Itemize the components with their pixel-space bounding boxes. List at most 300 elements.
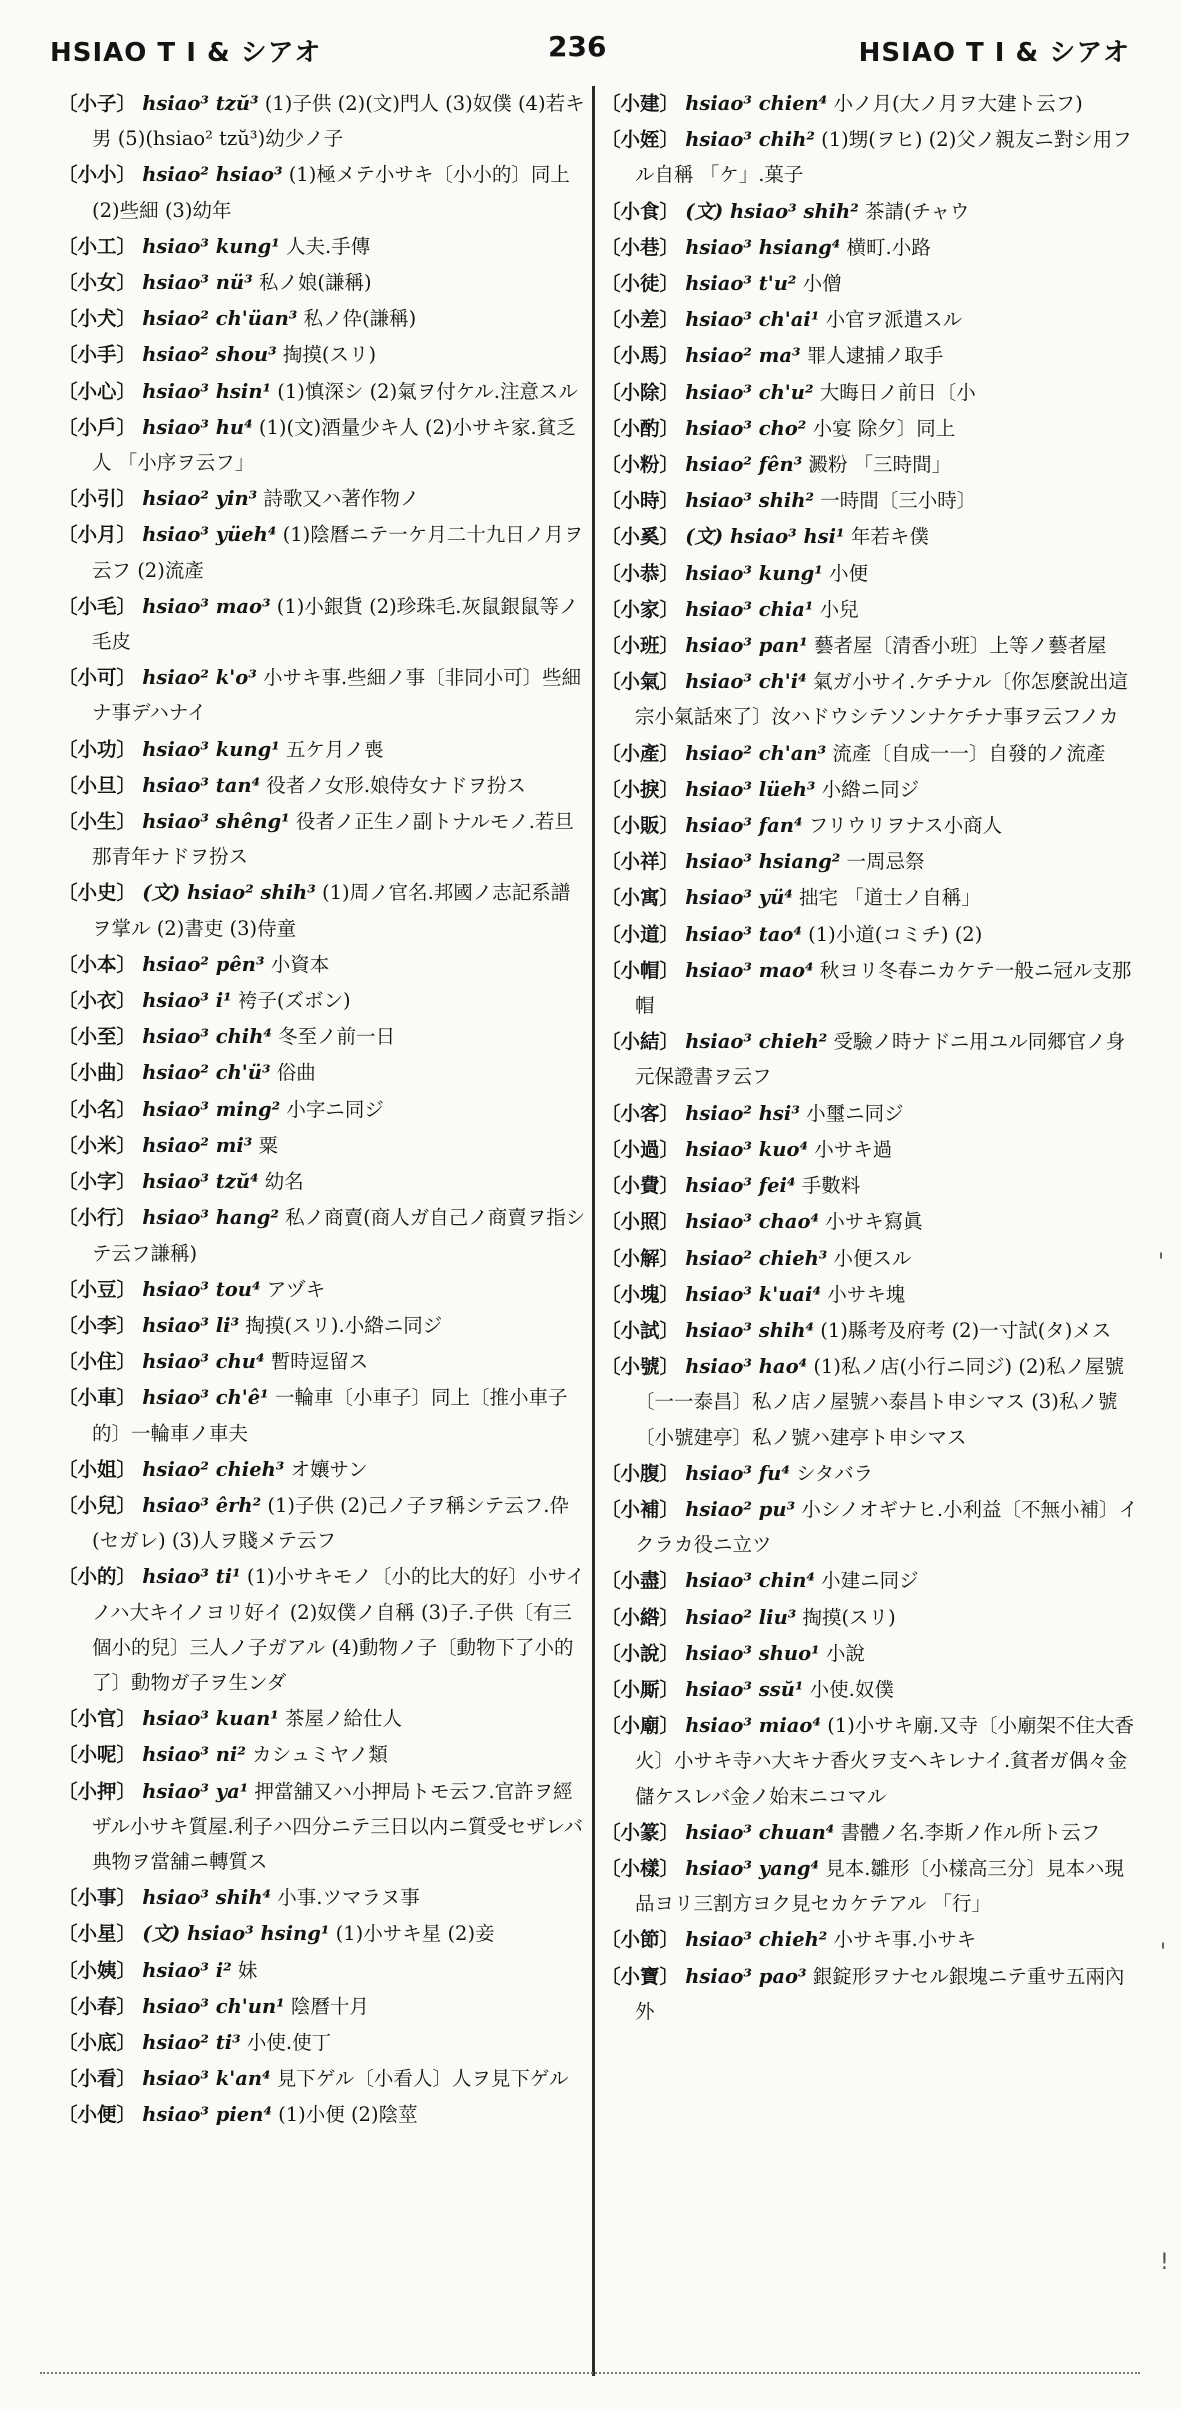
headword: 〔小犬〕 xyxy=(58,307,137,331)
dictionary-entry xyxy=(58,732,588,767)
definition: (1)慎深シ (2)氣ヲ付ケル.注意スル xyxy=(277,379,578,403)
romanization: hsiao³ chao⁴ xyxy=(685,1210,819,1234)
headword: 〔小月〕 xyxy=(58,523,137,547)
dictionary-entry xyxy=(601,1168,1141,1203)
romanization: (文) hsiao³ shih² xyxy=(685,199,859,223)
definition: 五ケ月ノ喪 xyxy=(286,737,384,761)
romanization: hsiao² chieh³ xyxy=(685,1246,828,1270)
dictionary-entry xyxy=(58,1916,588,1951)
dictionary-entry xyxy=(601,844,1141,879)
romanization: hsiao³ miao⁴ xyxy=(685,1714,821,1738)
dictionary-entry xyxy=(601,592,1141,627)
romanization: hsiao³ pao³ xyxy=(685,1964,807,1988)
headword: 〔小戶〕 xyxy=(58,415,137,439)
headword: 〔小姐〕 xyxy=(58,1457,137,1481)
headword: 〔小小〕 xyxy=(58,163,137,187)
right-column xyxy=(592,86,1141,2376)
definition: (1)縣考及府考 (2)一寸試(タ)メス xyxy=(820,1318,1112,1342)
headword: 〔小捩〕 xyxy=(601,777,680,801)
romanization: hsiao³ shêng¹ xyxy=(142,810,290,834)
romanization: hsiao² ch'üan³ xyxy=(142,307,298,331)
headword: 〔小心〕 xyxy=(58,379,137,403)
romanization: hsiao³ chia¹ xyxy=(685,597,814,621)
definition: 小サキ塊 xyxy=(827,1282,906,1306)
definition: 流產〔自成一一〕自發的ノ流產 xyxy=(832,741,1106,765)
definition: (1)極メテ小サキ〔小小的〕同上 (2)些細 (3)幼年 xyxy=(92,163,570,222)
definition: 罪人逮捕ノ取手 xyxy=(806,344,944,368)
headword: 〔小住〕 xyxy=(58,1350,137,1374)
headword: 〔小盡〕 xyxy=(601,1569,680,1593)
headword: 〔小的〕 xyxy=(58,1565,137,1589)
romanization: hsiao³ ch'ê¹ xyxy=(142,1386,269,1410)
dictionary-entry xyxy=(601,808,1141,843)
definition: 私ノ伜(謙稱) xyxy=(303,307,417,331)
romanization: hsiao³ chien⁴ xyxy=(685,92,828,115)
romanization: hsiao³ ch'i⁴ xyxy=(685,670,807,694)
dictionary-entry xyxy=(601,1024,1141,1094)
romanization: hsiao³ chieh² xyxy=(685,1030,828,1054)
dictionary-entry xyxy=(601,1456,1141,1491)
dictionary-entry xyxy=(601,1636,1141,1671)
dictionary-entry xyxy=(58,1737,588,1772)
definition: 小事.ツマラヌ事 xyxy=(277,1886,420,1910)
romanization: hsiao³ shih⁴ xyxy=(685,1318,815,1342)
definition: 小ノ月(大ノ月ヲ大建ト云フ) xyxy=(833,92,1083,115)
headword: 〔小可〕 xyxy=(58,666,137,690)
romanization: hsiao² shou³ xyxy=(142,343,277,367)
definition: 暫時逗留ス xyxy=(270,1350,369,1374)
romanization: hsiao² hsi³ xyxy=(685,1101,800,1125)
definition: (1)子供 (2)己ノ子ヲ稱シテ云フ.伜(セガレ) (3)人ヲ賤メテ云フ xyxy=(92,1493,570,1553)
headword: 〔小行〕 xyxy=(58,1206,137,1230)
dictionary-entry xyxy=(58,2025,588,2060)
headword: 〔小恭〕 xyxy=(601,561,680,585)
definition: 書體ノ名.李斯ノ作ル所ト云フ xyxy=(840,1820,1101,1844)
romanization: hsiao³ ch'un¹ xyxy=(142,1994,285,2018)
headword: 〔小看〕 xyxy=(58,2067,137,2091)
dictionary-entry xyxy=(58,1055,588,1090)
definition: (1)私ノ店(小行ニ同ジ) (2)私ノ屋號〔一一泰昌〕私ノ店ノ屋號ハ泰昌ト申シマス (3)私ノ號〔小號建亭〕私ノ號ハ建亭ト申シマス xyxy=(635,1355,1124,1449)
romanization: hsiao³ lüeh³ xyxy=(685,777,816,801)
dictionary-entry xyxy=(601,411,1141,446)
definition: 小サキ寫眞 xyxy=(825,1210,923,1234)
dictionary-entry xyxy=(58,410,588,480)
definition: 一周忌祭 xyxy=(846,850,925,874)
definition: 俗曲 xyxy=(276,1061,316,1085)
page-header xyxy=(40,24,1140,78)
romanization: hsiao³ shih⁴ xyxy=(142,1886,272,1910)
running-head-left: HSIAO T I & シアオ xyxy=(50,38,322,68)
romanization: hsiao³ chin⁴ xyxy=(685,1569,815,1593)
romanization: hsiao³ ch'ai¹ xyxy=(685,308,820,332)
dictionary-entry xyxy=(601,447,1141,482)
romanization: hsiao³ tou⁴ xyxy=(142,1277,261,1301)
definition: フリウリヲナス小商人 xyxy=(808,814,1003,838)
headword: 〔小功〕 xyxy=(58,737,137,761)
dictionary-entry xyxy=(58,1452,588,1487)
dictionary-entry xyxy=(58,1380,588,1450)
romanization: hsiao³ chieh² xyxy=(685,1928,828,1952)
dictionary-entry xyxy=(58,1953,588,1988)
dictionary-entry xyxy=(601,953,1141,1023)
definition: 拙宅 「道士ノ自稱」 xyxy=(799,886,981,910)
definition: 澱粉 「三時間」 xyxy=(808,453,952,477)
headword: 〔小過〕 xyxy=(601,1137,680,1161)
headword: 〔小奚〕 xyxy=(601,525,680,549)
definition: 一輪車〔小車子〕同上〔推小車子的〕一輪車ノ車夫 xyxy=(92,1386,568,1445)
dictionary-entry xyxy=(601,1708,1141,1814)
definition: 手數料 xyxy=(801,1174,861,1198)
dictionary-entry xyxy=(601,1851,1141,1921)
romanization: hsiao³ chuan⁴ xyxy=(685,1820,835,1844)
romanization: hsiao² fên³ xyxy=(685,453,803,477)
headword: 〔小便〕 xyxy=(58,2103,137,2127)
romanization: hsiao³ pien⁴ xyxy=(142,2103,272,2127)
headword: 〔小時〕 xyxy=(601,489,680,513)
left-column xyxy=(58,86,588,2376)
romanization: hsiao³ yüeh⁴ xyxy=(142,523,277,547)
definition: (1)子供 (2)(文)門人 (3)奴僕 (4)若キ男 (5)(hsiao² tzŭ³)幼少ノ子 xyxy=(92,92,585,151)
definition: 見下ゲル〔小看人〕人ヲ見下ゲル xyxy=(276,2067,569,2091)
dictionary-entry xyxy=(601,519,1141,554)
headword: 〔小事〕 xyxy=(58,1886,137,1910)
romanization: hsiao² pu³ xyxy=(685,1497,796,1521)
headword: 〔小星〕 xyxy=(58,1922,137,1946)
definition: 幼名 xyxy=(264,1170,304,1194)
definition: 役者ノ女形.娘侍女ナドヲ扮ス xyxy=(266,773,527,797)
headword: 〔小呢〕 xyxy=(58,1743,137,1767)
definition: 詩歌又ハ著作物ノ xyxy=(263,487,420,511)
romanization: hsiao³ chih⁴ xyxy=(142,1025,272,1049)
headword: 〔小名〕 xyxy=(58,1097,137,1121)
romanization: hsiao³ mao⁴ xyxy=(685,958,814,982)
romanization: hsiao² hsiao³ xyxy=(142,163,283,187)
definition: (1)(文)酒量少キ人 (2)小サキ家.貧乏人 「小序ヲ云フ」 xyxy=(92,415,576,475)
headword: 〔小號〕 xyxy=(601,1355,680,1379)
definition: 妹 xyxy=(237,1958,258,1982)
definition: (1)周ノ官名.邦國ノ志記系譜ヲ掌ル (2)書吏 (3)侍童 xyxy=(92,881,571,940)
definition: 大晦日ノ前日〔小 xyxy=(819,380,976,404)
romanization: hsiao³ hu⁴ xyxy=(142,415,253,439)
definition: 年若キ僕 xyxy=(850,525,929,549)
headword: 〔小道〕 xyxy=(601,922,680,946)
dictionary-entry xyxy=(601,194,1141,229)
romanization: hsiao³ yang⁴ xyxy=(685,1856,820,1880)
headword: 〔小家〕 xyxy=(601,597,680,621)
dictionary-entry xyxy=(58,589,588,659)
headword: 〔小結〕 xyxy=(601,1030,680,1054)
headword: 〔小寓〕 xyxy=(601,886,680,910)
dictionary-entry xyxy=(58,229,588,264)
definition: 冬至ノ前一日 xyxy=(278,1025,396,1049)
romanization: hsiao³ kung¹ xyxy=(142,234,280,258)
definition: 小綹ニ同ジ xyxy=(821,777,920,801)
headword: 〔小子〕 xyxy=(58,92,137,115)
definition: 秋ヨリ冬春ニカケテ一般ニ冠ル支那帽 xyxy=(635,958,1132,1018)
headword: 〔小女〕 xyxy=(58,271,137,295)
dictionary-entry xyxy=(601,1241,1141,1276)
dictionary-entry xyxy=(58,1774,588,1880)
romanization: hsiao³ k'an⁴ xyxy=(142,2067,271,2091)
dictionary-entry xyxy=(601,628,1141,663)
definition: 小璽ニ同ジ xyxy=(806,1101,904,1125)
headword: 〔小兒〕 xyxy=(58,1493,137,1517)
dictionary-entry xyxy=(58,481,588,516)
dictionary-entry xyxy=(58,301,588,336)
definition: 私ノ商賣(商人ガ自己ノ商賣ヲ指シテ云フ謙稱) xyxy=(92,1206,586,1265)
romanization: hsiao³ li³ xyxy=(142,1313,240,1337)
definition: 小サキ過 xyxy=(814,1137,893,1161)
dictionary-entry xyxy=(58,2097,588,2132)
definition: シタバラ xyxy=(796,1461,874,1485)
definition: オ孃サン xyxy=(290,1457,368,1481)
dictionary-entry xyxy=(601,917,1141,952)
dictionary-entry xyxy=(601,1313,1141,1348)
dictionary-entry xyxy=(58,947,588,982)
romanization: hsiao³ ssŭ¹ xyxy=(685,1677,804,1701)
romanization: hsiao³ ti¹ xyxy=(142,1565,241,1589)
dictionary-entry xyxy=(601,1349,1141,1455)
definition: 小建ニ同ジ xyxy=(821,1569,919,1593)
dictionary-entry xyxy=(601,1492,1141,1562)
romanization: (文) hsiao³ hsing¹ xyxy=(142,1922,330,1946)
headword: 〔小塊〕 xyxy=(601,1282,680,1306)
headword: 〔小豆〕 xyxy=(58,1277,137,1301)
page-bottom-rule xyxy=(40,2372,1140,2374)
romanization: hsiao³ nü³ xyxy=(142,271,253,295)
romanization: hsiao³ hsiang⁴ xyxy=(685,235,841,259)
definition: 私ノ娘(謙稱) xyxy=(258,271,372,295)
definition: 小便スル xyxy=(833,1246,912,1270)
definition: 粟 xyxy=(258,1133,279,1157)
margin-speck: ' xyxy=(1160,1940,1167,1965)
dictionary-entry xyxy=(58,1880,588,1915)
romanization: hsiao³ tzŭ⁴ xyxy=(142,1170,259,1194)
definition: 小宴 除夕〕同上 xyxy=(812,416,956,440)
romanization: hsiao³ chu⁴ xyxy=(142,1350,265,1374)
definition: 小兒 xyxy=(819,597,859,621)
romanization: hsiao³ shuo¹ xyxy=(685,1641,820,1665)
dictionary-entry xyxy=(58,1019,588,1054)
definition: 掏摸(スリ).小綹ニ同ジ xyxy=(245,1313,443,1337)
dictionary-entry xyxy=(58,1092,588,1127)
dictionary-entry xyxy=(58,1488,588,1558)
page-number: 236 xyxy=(548,30,607,63)
dictionary-entry xyxy=(601,1277,1141,1312)
definition: 藝者屋〔清香小班〕上等ノ藝者屋 xyxy=(813,634,1107,658)
dictionary-entry xyxy=(601,86,1141,121)
dictionary-entry xyxy=(58,1559,588,1700)
headword: 〔小米〕 xyxy=(58,1133,137,1157)
romanization: hsiao² mi³ xyxy=(142,1133,253,1157)
dictionary-entry xyxy=(601,1815,1141,1850)
definition: 人夫.手傳 xyxy=(286,234,371,258)
headword: 〔小史〕 xyxy=(58,881,137,905)
definition: 横町.小路 xyxy=(846,235,931,259)
romanization: hsiao² ti³ xyxy=(142,2030,241,2054)
romanization: hsiao³ êrh² xyxy=(142,1493,262,1517)
romanization: (文) hsiao² shih³ xyxy=(142,881,316,905)
headword: 〔小春〕 xyxy=(58,1994,137,2018)
headword: 〔小腹〕 xyxy=(601,1461,680,1485)
headword: 〔小補〕 xyxy=(601,1497,680,1521)
dictionary-entry xyxy=(58,1272,588,1307)
romanization: hsiao³ fan⁴ xyxy=(685,814,803,838)
headword: 〔小手〕 xyxy=(58,343,137,367)
romanization: hsiao² ch'ü³ xyxy=(142,1061,271,1085)
dictionary-entry xyxy=(58,1989,588,2024)
headword: 〔小旦〕 xyxy=(58,773,137,797)
dictionary-entry xyxy=(58,2061,588,2096)
headword: 〔小姪〕 xyxy=(601,128,680,152)
headword: 〔小李〕 xyxy=(58,1313,137,1337)
dictionary-entry xyxy=(58,265,588,300)
dictionary-entry xyxy=(601,483,1141,518)
definition: (1)甥(ヲヒ) (2)父ノ親友ニ對シ用フル自稱 「ケ」.菓子 xyxy=(635,128,1132,187)
definition: 小字ニ同ジ xyxy=(286,1097,384,1121)
headword: 〔小姨〕 xyxy=(58,1958,137,1982)
running-head-right: HSIAO T I & シアオ xyxy=(858,38,1130,68)
romanization: hsiao³ i¹ xyxy=(142,989,232,1013)
definition: 小資本 xyxy=(270,952,330,976)
headword: 〔小粉〕 xyxy=(601,453,680,477)
romanization: hsiao³ tzŭ³ xyxy=(142,92,259,115)
romanization: hsiao² yin³ xyxy=(142,487,258,511)
dictionary-entry xyxy=(601,266,1141,301)
dictionary-entry xyxy=(601,1959,1141,2029)
dictionary-entry xyxy=(58,768,588,803)
headword: 〔小馬〕 xyxy=(601,344,680,368)
definition: 小使.奴僕 xyxy=(809,1677,894,1701)
romanization: hsiao² liu³ xyxy=(685,1605,797,1629)
dictionary-entry xyxy=(58,804,588,874)
headword: 〔小厮〕 xyxy=(601,1677,680,1701)
definition: (1)小サキモノ〔小的比大的好〕小サイノハ大キイノヨリ好イ (2)奴僕ノ自稱 (3)子.子供〔有三個小的兒〕三人ノ子ガアル (4)動物ノ子〔動物下了小的了〕動物ガ子ヲ生ンダ xyxy=(92,1565,585,1694)
romanization: hsiao³ t'u² xyxy=(685,272,797,296)
romanization: hsiao² ma³ xyxy=(685,344,801,368)
romanization: hsiao³ kuo⁴ xyxy=(685,1137,808,1161)
dictionary-entry xyxy=(58,86,588,156)
headword: 〔小至〕 xyxy=(58,1025,137,1049)
dictionary-entry xyxy=(58,1701,588,1736)
romanization: hsiao² pên³ xyxy=(142,952,265,976)
headword: 〔小建〕 xyxy=(601,92,680,115)
romanization: hsiao² k'o³ xyxy=(142,666,257,690)
headword: 〔小酌〕 xyxy=(601,416,680,440)
definition: 小シノオギナヒ.小利益〔不無小補〕イクラカ役ニ立ツ xyxy=(635,1497,1139,1557)
dictionary-entry xyxy=(601,880,1141,915)
romanization: hsiao³ tao⁴ xyxy=(685,922,802,946)
headword: 〔小底〕 xyxy=(58,2030,137,2054)
headword: 〔小引〕 xyxy=(58,487,137,511)
definition: 小サキ事.些細ノ事〔非同小可〕些細ナ事デハナイ xyxy=(92,666,582,725)
romanization: hsiao³ yü⁴ xyxy=(685,886,793,910)
dictionary-entry xyxy=(601,302,1141,337)
romanization: hsiao³ kuan¹ xyxy=(142,1707,279,1731)
definition: アヅキ xyxy=(266,1277,326,1301)
headword: 〔小解〕 xyxy=(601,1246,680,1270)
dictionary-entry xyxy=(58,374,588,409)
margin-speck: ! xyxy=(1160,2250,1169,2275)
definition: 小サキ事.小サキ xyxy=(833,1928,977,1952)
definition: 氣ガ小サイ.ケチナル〔你怎麼說出這宗小氣話來了〕汝ハドウシテソンナケチナ事ヲ云フノカ xyxy=(635,670,1129,729)
romanization: hsiao³ k'uai⁴ xyxy=(685,1282,821,1306)
definition: (1)小道(コミチ) (2) xyxy=(808,922,983,946)
headword: 〔小工〕 xyxy=(58,234,137,258)
headword: 〔小廟〕 xyxy=(601,1714,680,1738)
dictionary-entry xyxy=(58,337,588,372)
dictionary-entry xyxy=(58,517,588,587)
definition: 掏摸(スリ) xyxy=(802,1605,896,1629)
headword: 〔小本〕 xyxy=(58,952,137,976)
headword: 〔小毛〕 xyxy=(58,594,137,618)
definition: (1)小銀貨 (2)珍珠毛.灰鼠銀鼠等ノ毛皮 xyxy=(92,594,579,654)
headword: 〔小衣〕 xyxy=(58,989,137,1013)
romanization: hsiao³ hao⁴ xyxy=(685,1355,808,1379)
dictionary-entry xyxy=(58,1200,588,1270)
definition: 見本.雛形〔小樣高三分〕見本ハ現品ヨリ三割方ヨク見セカケテアル 「行」 xyxy=(635,1856,1124,1916)
headword: 〔小費〕 xyxy=(601,1174,680,1198)
margin-speck: ' xyxy=(1158,1250,1165,1275)
romanization: hsiao³ ya¹ xyxy=(142,1779,249,1803)
romanization: (文) hsiao³ hsi¹ xyxy=(685,525,845,549)
headword: 〔小產〕 xyxy=(601,741,680,765)
definition: 陰曆十月 xyxy=(290,1994,369,2018)
definition: 小使.使丁 xyxy=(246,2030,332,2054)
dictionary-entry xyxy=(601,338,1141,373)
romanization: hsiao³ ni² xyxy=(142,1743,246,1767)
romanization: hsiao³ i² xyxy=(142,1958,232,1982)
definition: 一時間〔三小時〕 xyxy=(820,489,977,513)
dictionary-entry xyxy=(58,875,588,945)
dictionary-entry xyxy=(601,1600,1141,1635)
definition: 小說 xyxy=(825,1641,865,1665)
headword: 〔小試〕 xyxy=(601,1318,680,1342)
definition: 袴子(ズボン) xyxy=(237,989,351,1013)
headword: 〔小巷〕 xyxy=(601,235,680,259)
headword: 〔小樣〕 xyxy=(601,1856,680,1880)
definition: (1)陰曆ニテ一ケ月二十九日ノ月ヲ云フ (2)流產 xyxy=(92,523,584,582)
dictionary-entry xyxy=(58,983,588,1018)
romanization: hsiao² ch'an³ xyxy=(685,741,827,765)
definition: 役者ノ正生ノ副トナルモノ.若旦那青年ナドヲ扮ス xyxy=(92,810,574,869)
headword: 〔小綹〕 xyxy=(601,1605,680,1629)
definition: 掏摸(スリ) xyxy=(282,343,377,367)
dictionary-entry xyxy=(601,122,1141,192)
definition: 押當舖又ハ小押局トモ云フ.官許ヲ經ザル小サキ質屋.利子ハ四分ニテ三日以内ニ質受セザレバ典物ヲ當舖ニ轉質ス xyxy=(92,1779,583,1873)
headword: 〔小帽〕 xyxy=(601,958,680,982)
dictionary-entry xyxy=(601,736,1141,771)
romanization: hsiao³ ming² xyxy=(142,1097,281,1121)
romanization: hsiao³ pan¹ xyxy=(685,634,808,658)
headword: 〔小篆〕 xyxy=(601,1820,680,1844)
definition: カシュミヤノ類 xyxy=(252,1743,388,1767)
headword: 〔小差〕 xyxy=(601,308,680,332)
headword: 〔小說〕 xyxy=(601,1641,680,1665)
romanization: hsiao³ mao³ xyxy=(142,594,271,618)
romanization: hsiao³ hsin¹ xyxy=(142,379,272,403)
dictionary-entry xyxy=(601,1096,1141,1131)
dictionary-entry xyxy=(601,556,1141,591)
definition: 茶請(チャウ xyxy=(864,199,970,223)
headword: 〔小寶〕 xyxy=(601,1964,680,1988)
dictionary-entry xyxy=(601,230,1141,265)
headword: 〔小食〕 xyxy=(601,199,680,223)
dictionary-entry xyxy=(601,1563,1141,1598)
headword: 〔小班〕 xyxy=(601,634,680,658)
headword: 〔小車〕 xyxy=(58,1386,137,1410)
headword: 〔小曲〕 xyxy=(58,1061,137,1085)
